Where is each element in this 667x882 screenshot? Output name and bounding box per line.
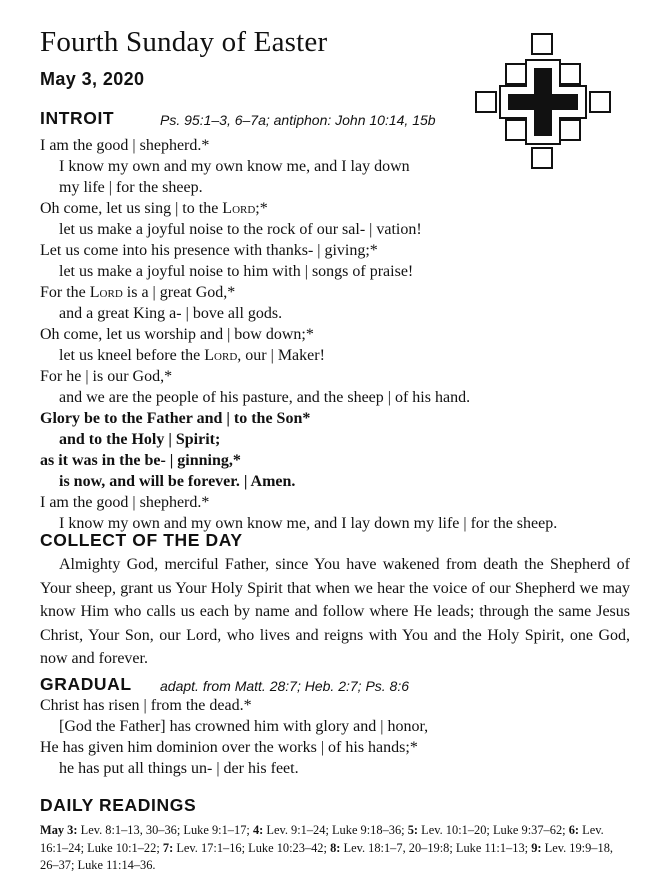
reading-refs: Lev. 10:1–20; Luke 9:37–62; [421, 823, 566, 837]
introit-line: Oh come, let us worship and | bow down;* [40, 326, 314, 343]
gradual-line: Christ has risen | from the dead.* [40, 697, 252, 714]
page-title: Fourth Sunday of Easter [40, 26, 328, 58]
reading-refs: Lev. 16:1–24; Luke 10:1–22; [40, 823, 604, 855]
introit-gloria-line: as it was in the be- | ginning,* [40, 452, 241, 469]
introit-heading: INTROIT [40, 108, 115, 128]
introit-line: Let us come into his presence with thanks- | giving;* [40, 242, 378, 259]
collect-heading: COLLECT OF THE DAY [40, 530, 243, 550]
reading-day: 9: [531, 840, 542, 855]
reading-day: 8: [330, 840, 341, 855]
introit-line: and we are the people of his pasture, and the sheep | of his hand. [59, 389, 471, 406]
collect-text: Almighty God, merciful Father, since You have wakened from death the Shepherd of Your sheep, grant us Your Holy Spirit that when we hear the voice of our Shepherd we may know Him who calls us each by name and follow where He leads; through the same Jesus Christ, Your Son, our Lord, who lives and reigns with You and the Holy Spirit, one God, now and forever. [40, 556, 630, 668]
reading-refs: Lev. 17:1–16; Luke 10:23–42; [176, 840, 327, 855]
introit-line: Oh come, let us sing | to the Lord;* [40, 200, 268, 217]
introit-line: let us kneel before the Lord, our | Maker! [59, 347, 325, 364]
gradual-line: [God the Father] has crowned him with glory and | honor, [59, 718, 429, 735]
introit-gloria-line: and to the Holy | Spirit; [59, 431, 221, 448]
service-date: May 3, 2020 [40, 69, 145, 89]
reading-refs: Lev. 19:9–18, 26–37; Luke 11:14–36. [40, 840, 613, 872]
introit-line: For the Lord is a | great God,* [40, 284, 236, 301]
introit-line: and a great King a- | bove all gods. [59, 305, 283, 322]
introit-gloria-line: Glory be to the Father and | to the Son* [40, 410, 311, 427]
gradual-heading: GRADUAL [40, 674, 132, 694]
introit-line: let us make a joyful noise to the rock of our sal- | vation! [59, 221, 422, 238]
gradual-line: he has put all things un- | der his feet. [59, 760, 299, 777]
reading-day: 4: [252, 823, 264, 837]
gradual-line: He has given him dominion over the works | of his hands;* [40, 739, 418, 756]
introit-line: I know my own and my own know me, and I lay down my life | for the sheep. [59, 515, 558, 532]
introit-line: let us make a joyful noise to him with | songs of praise! [59, 263, 414, 280]
introit-line: I know my own and my own know me, and I lay down [59, 158, 410, 175]
reading-refs: Lev. 9:1–24; Luke 9:18–36; [266, 823, 405, 837]
introit-citation: Ps. 95:1–3, 6–7a; antiphon: John 10:14, 15b [160, 112, 436, 128]
reading-day: 6: [568, 823, 580, 837]
reading-refs: Lev. 8:1–13, 30–36; Luke 9:1–17; [80, 823, 250, 837]
reading-day: May 3: [40, 823, 78, 837]
daily-readings-heading: DAILY READINGS [40, 795, 197, 815]
reading-day: 5: [407, 823, 419, 837]
daily-readings-list [40, 822, 630, 875]
introit-line: I am the good | shepherd.* [40, 494, 210, 511]
reading-day: 7: [162, 840, 174, 855]
introit-line: For he | is our God,* [40, 368, 173, 385]
gradual-citation: adapt. from Matt. 28:7; Heb. 2:7; Ps. 8:6 [160, 678, 410, 694]
introit-gloria-line: is now, and will be forever. | Amen. [59, 473, 296, 490]
reading-refs: Lev. 18:1–7, 20–19:8; Luke 11:1–13; [343, 840, 529, 855]
introit-line: my life | for the sheep. [59, 179, 203, 196]
introit-line: I am the good | shepherd.* [40, 137, 210, 154]
cross-squares-icon [472, 30, 614, 172]
